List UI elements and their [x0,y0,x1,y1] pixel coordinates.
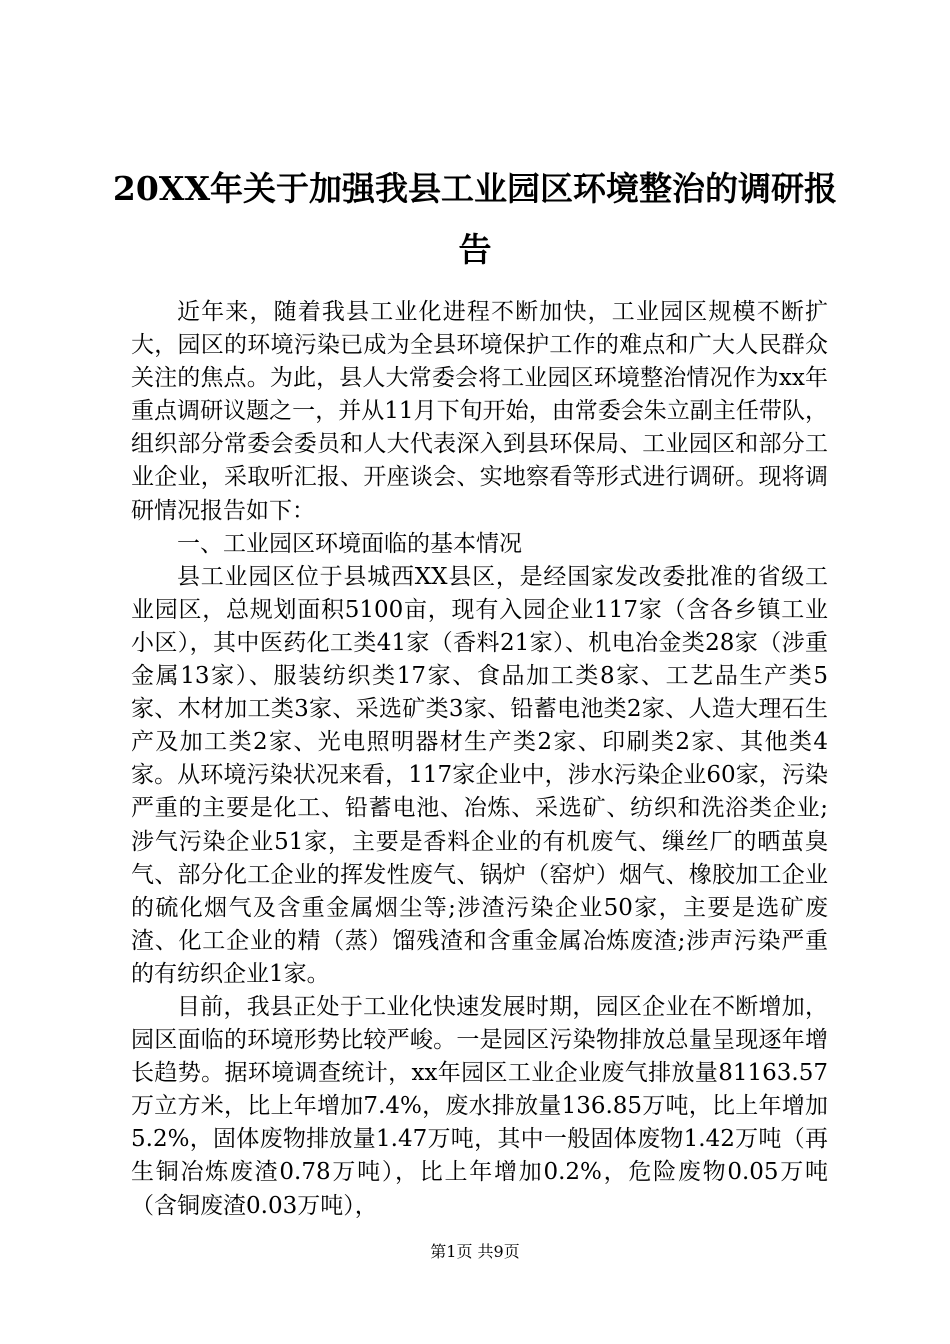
document-title: 20XX年关于加强我县工业园区环境整治的调研报告 [112,169,838,269]
section-heading-1: 一、工业园区环境面临的基本情况 [177,530,522,557]
page-footer: 第1页 共9页 [430,1242,520,1261]
paragraph-park-overview: 县工业园区位于县城西XX县区，是经国家发改委批准的省级工业园区，总规划面积5100亩，现有入园企业117家（含各乡镇工业小区），其中医药化工类41家（香料21家）、机电冶金类28家（涉重金属13家）、服装纺织类17家、食品加工类8家、工艺品生产类5家、木材加工类3家、采选矿类3家、铅蓄电池类2家、人造大理石生产及加工类2家、光电照明器材生产类2家、印刷类2家、其他类4家。从环境污染状况来看，117家企业中，涉水污染企业60家，污染严重的主要是化工、铅蓄电池、冶炼、采选矿、纺织和洗浴类企业;涉气污染企业51家，主要是香料企业的有机废气、缫丝厂的晒茧臭气、部分化工企业的挥发性废气、锅炉（窑炉）烟气、橡胶加工企业的硫化烟气及含重金属烟尘等;涉渣污染企业50家，主要是选矿废渣、化工企业的精（蒸）馏残渣和含重金属冶炼废渣;涉声污染严重的有纺织企业1家。 [131,563,828,987]
document-body [131,296,828,1223]
paragraph-intro: 近年来，随着我县工业化进程不断加快，工业园区规模不断扩大，园区的环境污染已成为全县环境保护工作的难点和广大人民群众关注的焦点。为此，县人大常委会将工业园区环境整治情况作为xx年重点调研议题之一，并从11月下旬开始，由常委会朱立副主任带队，组织部分常委会委员和人大代表深入到县环保局、工业园区和部分工业企业，采取听汇报、开座谈会、实地察看等形式进行调研。现将调研情况报告如下： [131,299,828,524]
paragraph-current-situation: 目前，我县正处于工业化快速发展时期，园区企业在不断增加，园区面临的环境形势比较严峻。一是园区污染物排放总量呈现逐年增长趋势。据环境调查统计，xx年园区工业企业废气排放量81163.57万立方米，比上年增加7.4%，废水排放量136.85万吨，比上年增加5.2%，固体废物排放量1.47万吨，其中一般固体废物1.42万吨（再生铜冶炼废渣0.78万吨），比上年增加0.2%，危险废物0.05万吨（含铜废渣0.03万吨）， [131,993,828,1219]
